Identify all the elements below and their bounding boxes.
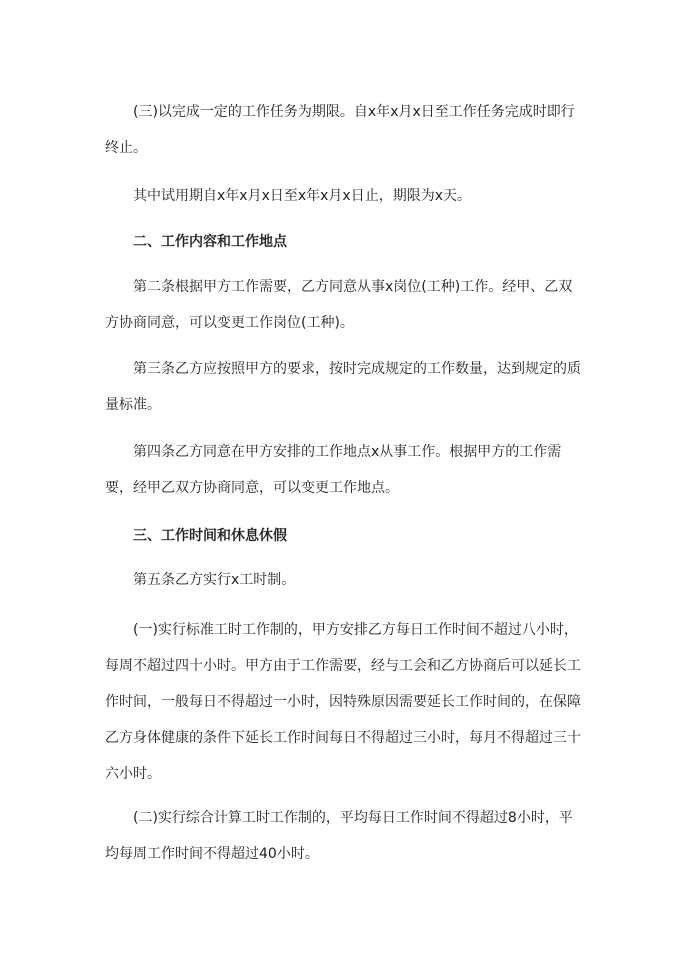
section-heading-work-content: 二、工作内容和工作地点	[133, 234, 287, 250]
paragraph-probation: 其中试用期自x年x月x日至x年x月x日止，期限为x天。	[133, 188, 471, 204]
paragraph-article-3: 第三条乙方应按照甲方的要求，按时完成规定的工作数量，达到规定的质量标准。	[105, 361, 581, 413]
paragraph-article-4: 第四条乙方同意在甲方安排的工作地点x从事工作。根据甲方的工作需要，经甲乙双方协商同意，可以变更工作地点。	[105, 444, 562, 496]
paragraph-article-2: 第二条根据甲方工作需要，乙方同意从事x岗位(工种)工作。经甲、乙双方协商同意，可以变更工作岗位(工种)。	[105, 279, 573, 331]
paragraph-comprehensive-hours: (二)实行综合计算工时工作制的，平均每日工作时间不得超过8小时，平均每周工作时间不得超过40小时。	[105, 810, 573, 862]
paragraph-article-5: 第五条乙方实行x工时制。	[133, 572, 296, 588]
paragraph-term-by-task: (三)以完成一定的工作任务为期限。自x年x月x日至工作任务完成时即行终止。	[105, 104, 575, 156]
paragraph-standard-hours: (一)实行标准工时工作制的，甲方安排乙方每日工作时间不超过八小时，每周不超过四十小时。甲方由于工作需要，经与工会和乙方协商后可以延长工作时间，一般每日不得超过一小时，因特殊原因需要延长工作时间的，在保障乙方身体健康的条件下延长工作时间每日不得超过三小时，每月不得超过三十六小时。	[105, 622, 581, 782]
section-heading-work-time: 三、工作时间和休息休假	[133, 528, 287, 544]
